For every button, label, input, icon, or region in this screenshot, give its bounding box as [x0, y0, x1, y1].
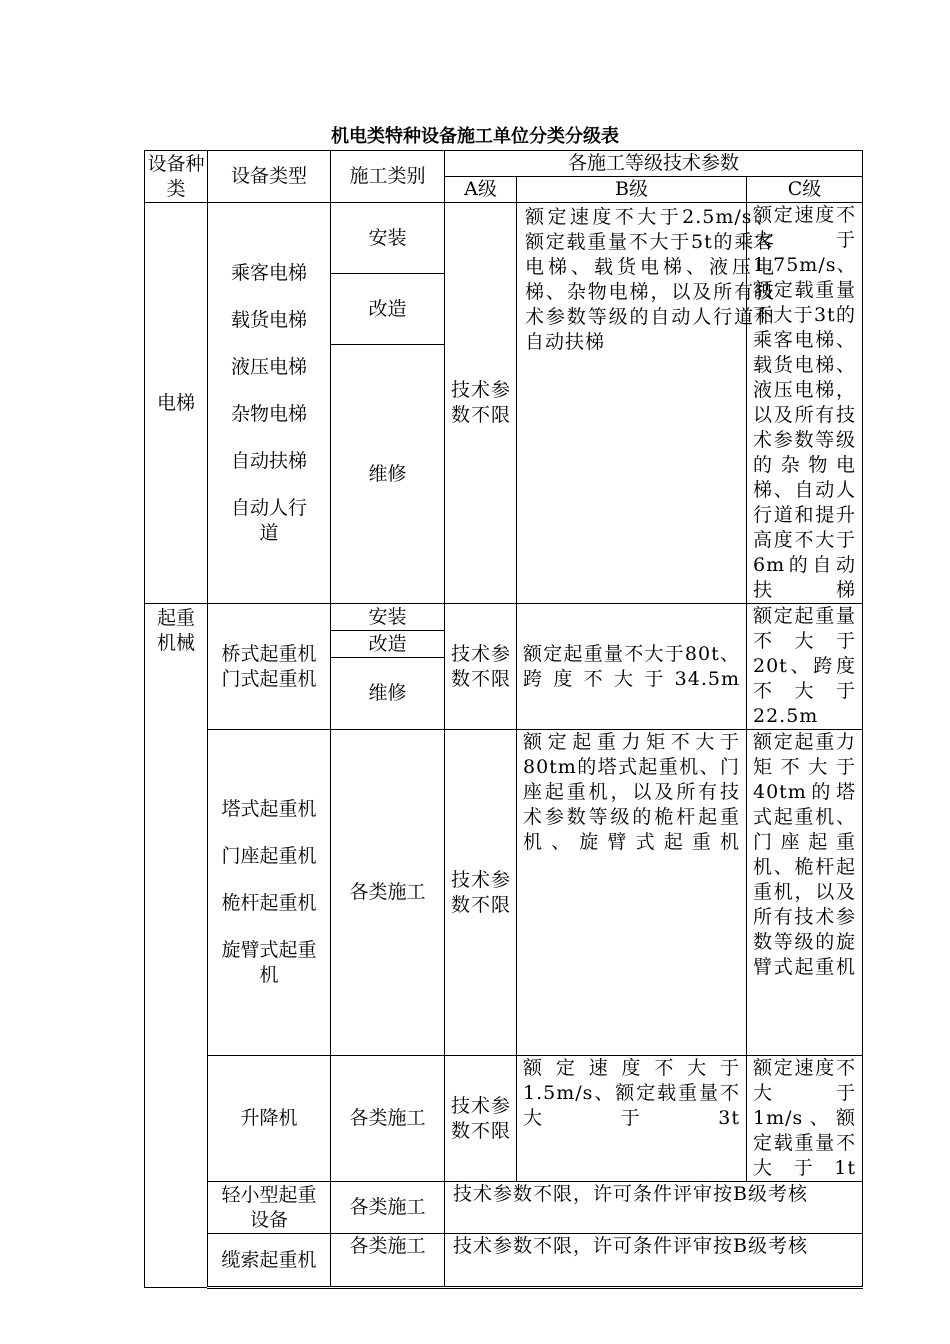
light-type: 轻小型起重设备 — [208, 1182, 331, 1234]
elevator-type: 自动扶梯 — [230, 449, 307, 472]
bridge-work: 改造 — [331, 631, 445, 658]
lift-grade-b: 额定速度不大于1.5m/s、额定载重量不大于3t — [517, 1056, 747, 1182]
bridge-grade-a: 技术参数不限 — [445, 604, 517, 730]
elevator-work: 维修 — [331, 345, 445, 604]
tower-work: 各类施工 — [331, 730, 445, 1056]
elevator-types — [208, 203, 331, 604]
cable-note: 技术参数不限，许可条件评审按B级考核 — [445, 1234, 863, 1288]
tower-types — [208, 730, 331, 1056]
crane-kind: 起重机械 — [145, 604, 208, 1288]
elevator-type: 载货电梯 — [230, 308, 307, 331]
elevator-grade-b — [517, 203, 775, 604]
tower-grade-c: 额定起重力矩不大于40tm的塔式起重机、门座起重机、桅杆起重机，以及所有技术参数等级的旋臂式起重机 — [747, 730, 863, 1056]
header-equipment-kind: 设备种类 — [145, 151, 208, 203]
bridge-grade-b: 额定起重量不大于80t、跨度不大于34.5m — [517, 604, 747, 730]
light-work: 各类施工 — [331, 1182, 445, 1234]
lift-type: 升降机 — [208, 1056, 331, 1182]
elevator-type: 乘客电梯 — [230, 261, 307, 284]
cable-work: 各类施工 — [331, 1234, 445, 1288]
tower-grade-b: 额定起重力矩不大于80tm的塔式起重机、门座起重机，以及所有技术参数等级的桅杆起重机、旋臂式起重机 — [517, 730, 747, 1056]
elevator-kind: 电梯 — [145, 203, 208, 604]
elevator-work: 安装 — [331, 203, 445, 274]
header-work-category: 施工类别 — [331, 151, 445, 203]
bridge-work: 维修 — [331, 658, 445, 730]
bridge-grade-c: 额定起重量不大于20t、跨度不大于22.5m — [747, 604, 863, 730]
bridge-type: 门式起重机 — [221, 667, 317, 690]
tower-type: 旋臂式起重机 — [221, 939, 317, 986]
header-grade-c: C级 — [747, 177, 863, 203]
bridge-types — [208, 604, 331, 730]
elevator-type: 杂物电梯 — [230, 402, 307, 425]
light-note: 技术参数不限，许可条件评审按B级考核 — [445, 1182, 863, 1234]
lift-work: 各类施工 — [331, 1056, 445, 1182]
header-grade-b: B级 — [517, 177, 747, 203]
elevator-type: 液压电梯 — [230, 355, 307, 378]
header-params: 各施工等级技术参数 — [445, 151, 863, 177]
elevator-grade-a: 技术参数不限 — [445, 203, 517, 604]
tower-grade-a: 技术参数不限 — [445, 730, 517, 1056]
tower-type: 门座起重机 — [221, 845, 317, 867]
elevator-type: 自动人行道 — [230, 496, 307, 544]
elevator-work: 改造 — [331, 274, 445, 345]
elevator-grade-b-text: 额定速度不大于2.5m/s、额定载重量不大于5t的乘客电梯、载货电梯、液压电梯、杂物电梯，以及所有技术参数等级的自动人行道和自动扶梯 — [525, 206, 775, 353]
elevator-grade-c: 额定速度不大于1.75m/s、额定载重量不大于3t的乘客电梯、载货电梯、液压电梯，以及所有技术参数等级的杂物电梯、自动人行道和提升高度不大于6m的自动扶梯 — [747, 203, 863, 604]
header-equipment-type: 设备类型 — [208, 151, 331, 203]
tower-type: 桅杆起重机 — [221, 892, 317, 914]
page-title: 机电类特种设备施工单位分类分级表 — [331, 126, 619, 147]
bridge-type: 桥式起重机 — [221, 642, 317, 665]
tower-type: 塔式起重机 — [221, 798, 317, 820]
cable-type: 缆索起重机 — [208, 1234, 331, 1288]
lift-grade-c: 额定速度不大于1m/s、额定载重量不大于1t — [747, 1056, 863, 1182]
header-grade-a: A级 — [445, 177, 517, 203]
lift-grade-a: 技术参数不限 — [445, 1056, 517, 1182]
classification-table — [144, 150, 863, 1289]
bridge-work: 安装 — [331, 604, 445, 631]
